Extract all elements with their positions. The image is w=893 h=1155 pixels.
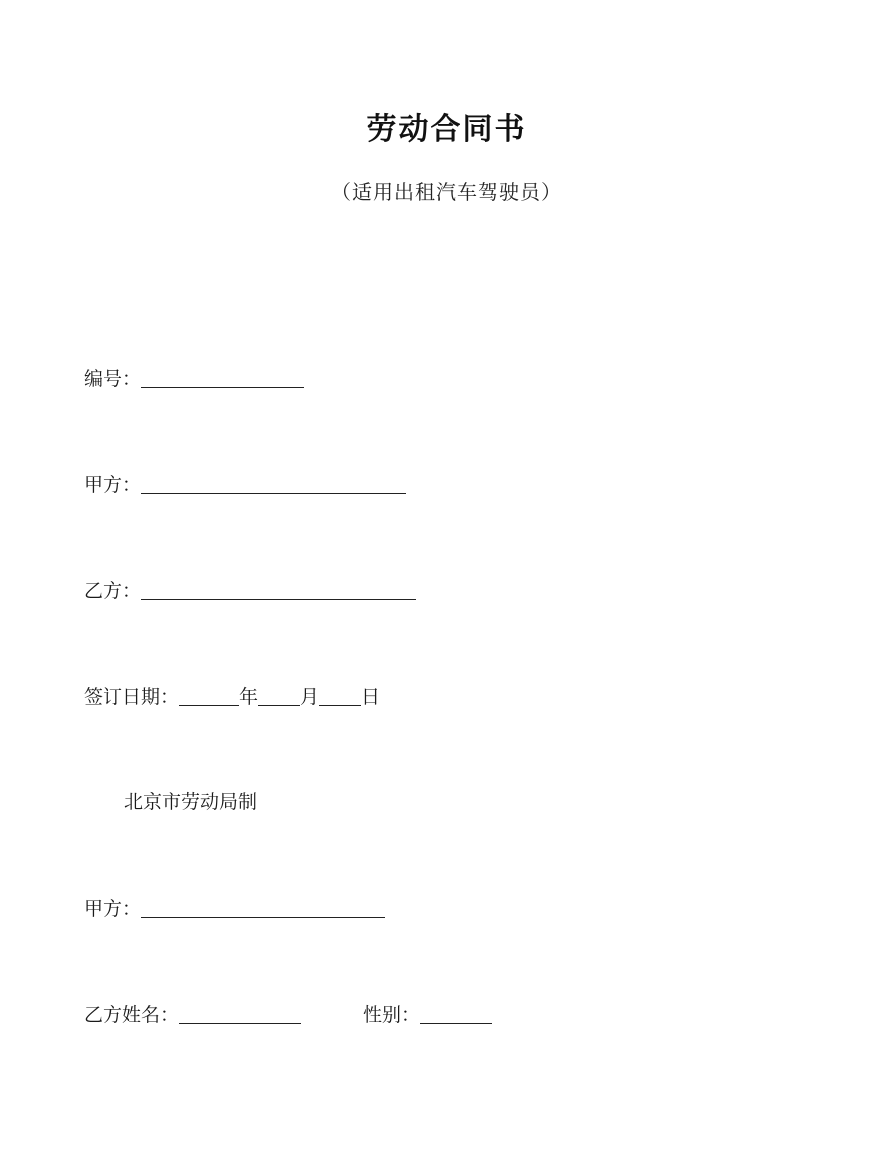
gender-blank[interactable] — [420, 1005, 492, 1024]
party-b-blank[interactable] — [141, 581, 416, 600]
party-a-label: 甲方： — [84, 474, 142, 496]
document-title: 劳动合同书 — [366, 112, 527, 147]
month-label: 月 — [300, 686, 320, 708]
party-a-row-2 — [84, 897, 385, 921]
party-b-name-row — [84, 1003, 492, 1027]
month-blank[interactable] — [258, 687, 300, 706]
party-b-name-blank[interactable] — [179, 1005, 301, 1024]
party-b-name-label: 乙方姓名： — [84, 1004, 180, 1026]
sign-date-row — [84, 685, 380, 709]
day-label: 日 — [361, 686, 381, 708]
party-b-label: 乙方： — [84, 580, 142, 602]
party-a-blank[interactable] — [141, 475, 406, 494]
gender-label: 性别： — [363, 1004, 421, 1026]
issuer-text: 北京市劳动局制 — [124, 791, 258, 813]
year-label: 年 — [239, 686, 259, 708]
party-a-blank-2[interactable] — [141, 899, 385, 918]
party-b-row — [84, 579, 416, 603]
number-blank[interactable] — [141, 369, 304, 388]
number-label: 编号： — [84, 368, 142, 390]
document-subtitle: （适用出租汽车驾驶员） — [331, 180, 562, 204]
day-blank[interactable] — [319, 687, 361, 706]
sign-date-label: 签订日期： — [84, 686, 180, 708]
year-blank[interactable] — [179, 687, 239, 706]
party-a-row — [84, 473, 406, 497]
party-a-label-2: 甲方： — [84, 898, 142, 920]
number-row — [84, 367, 304, 391]
issuer-row — [124, 790, 257, 814]
